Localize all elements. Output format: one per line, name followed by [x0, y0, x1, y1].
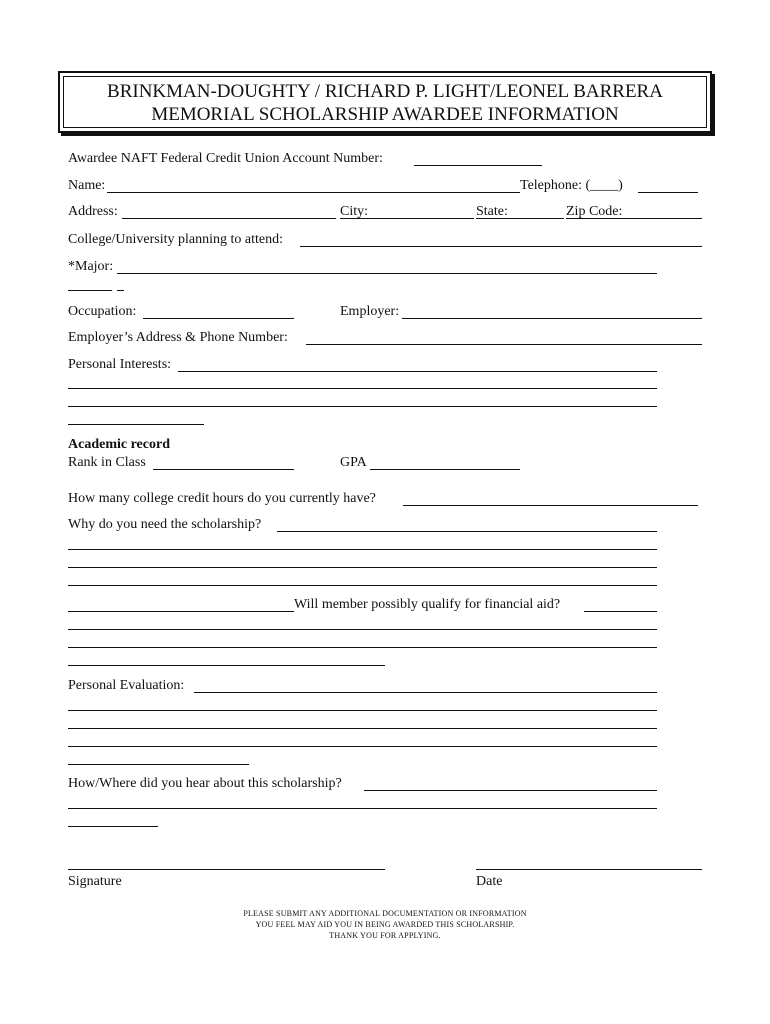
name-label: Name:: [68, 178, 106, 193]
employer-field[interactable]: [402, 318, 702, 319]
financial-aid-line-2[interactable]: [68, 629, 657, 630]
zip-code-label: Zip Code:: [566, 204, 623, 219]
financial-aid-label: Will member possibly qualify for financial aid?: [294, 597, 561, 612]
account-number-label: Awardee NAFT Federal Credit Union Account Number:: [68, 151, 383, 166]
occupation-label: Occupation:: [68, 304, 137, 319]
personal-evaluation-field[interactable]: [194, 692, 657, 693]
zip-code-field[interactable]: [566, 218, 702, 219]
personal-evaluation-line-2[interactable]: [68, 710, 657, 711]
personal-interests-line-4[interactable]: [68, 424, 204, 425]
footer-line-1: PLEASE SUBMIT ANY ADDITIONAL DOCUMENTATION OR INFORMATION: [243, 909, 527, 918]
hear-about-line-3[interactable]: [68, 826, 158, 827]
personal-evaluation-label: Personal Evaluation:: [68, 678, 185, 693]
state-label: State:: [476, 204, 508, 219]
hear-about-field[interactable]: [364, 790, 657, 791]
financial-aid-line-4[interactable]: [68, 665, 385, 666]
personal-interests-line-2[interactable]: [68, 388, 657, 389]
credit-hours-label: How many college credit hours do you currently have?: [68, 491, 376, 506]
personal-interests-field[interactable]: [178, 371, 657, 372]
personal-evaluation-line-3[interactable]: [68, 728, 657, 729]
title-box: [58, 71, 712, 133]
financial-aid-line-3[interactable]: [68, 647, 657, 648]
signature-field[interactable]: [68, 869, 385, 870]
hear-about-label: How/Where did you hear about this scholarship?: [68, 776, 342, 791]
rank-in-class-field[interactable]: [153, 469, 294, 470]
gpa-field[interactable]: [370, 469, 520, 470]
city-field[interactable]: [340, 218, 474, 219]
employer-address-field[interactable]: [306, 344, 702, 345]
major-field-continued[interactable]: [68, 290, 112, 291]
financial-aid-field[interactable]: [584, 611, 657, 612]
academic-record-heading: Academic record: [68, 437, 170, 452]
hear-about-line-2[interactable]: [68, 808, 657, 809]
form-title-line1: BRINKMAN-DOUGHTY / RICHARD P. LIGHT/LEONEL BARRERA: [107, 81, 663, 102]
address-field[interactable]: [122, 218, 336, 219]
occupation-field[interactable]: [143, 318, 294, 319]
form-title-line2: MEMORIAL SCHOLARSHIP AWARDEE INFORMATION: [151, 104, 619, 125]
date-field[interactable]: [476, 869, 702, 870]
telephone-label: Telephone: (____): [520, 178, 623, 193]
major-field-continued-short[interactable]: [117, 290, 124, 291]
account-number-field[interactable]: [414, 165, 542, 166]
credit-hours-field[interactable]: [403, 505, 698, 506]
footer-line-2: YOU FEEL MAY AID YOU IN BEING AWARDED THIS SCHOLARSHIP.: [255, 920, 515, 929]
major-label: *Major:: [68, 259, 114, 274]
personal-evaluation-line-4[interactable]: [68, 746, 657, 747]
college-label: College/University planning to attend:: [68, 232, 284, 247]
rank-in-class-label: Rank in Class: [68, 455, 146, 470]
why-scholarship-field[interactable]: [277, 531, 657, 532]
financial-aid-lead-line[interactable]: [68, 611, 294, 612]
college-field[interactable]: [300, 246, 702, 247]
telephone-field[interactable]: [638, 192, 698, 193]
state-field[interactable]: [476, 218, 564, 219]
employer-label: Employer:: [340, 304, 400, 319]
major-field[interactable]: [117, 273, 657, 274]
personal-interests-label: Personal Interests:: [68, 357, 172, 372]
date-label: Date: [476, 874, 503, 889]
personal-interests-line-3[interactable]: [68, 406, 657, 407]
signature-label: Signature: [68, 874, 122, 889]
name-field[interactable]: [107, 192, 520, 193]
address-label: Address:: [68, 204, 118, 219]
gpa-label: GPA: [340, 455, 367, 470]
footer-line-3: THANK YOU FOR APPLYING.: [329, 931, 441, 940]
city-label: City:: [340, 204, 369, 219]
why-scholarship-line-3[interactable]: [68, 567, 657, 568]
why-scholarship-label: Why do you need the scholarship?: [68, 517, 262, 532]
why-scholarship-line-4[interactable]: [68, 585, 657, 586]
employer-address-label: Employer’s Address & Phone Number:: [68, 330, 288, 345]
personal-evaluation-line-5[interactable]: [68, 764, 249, 765]
why-scholarship-line-2[interactable]: [68, 549, 657, 550]
